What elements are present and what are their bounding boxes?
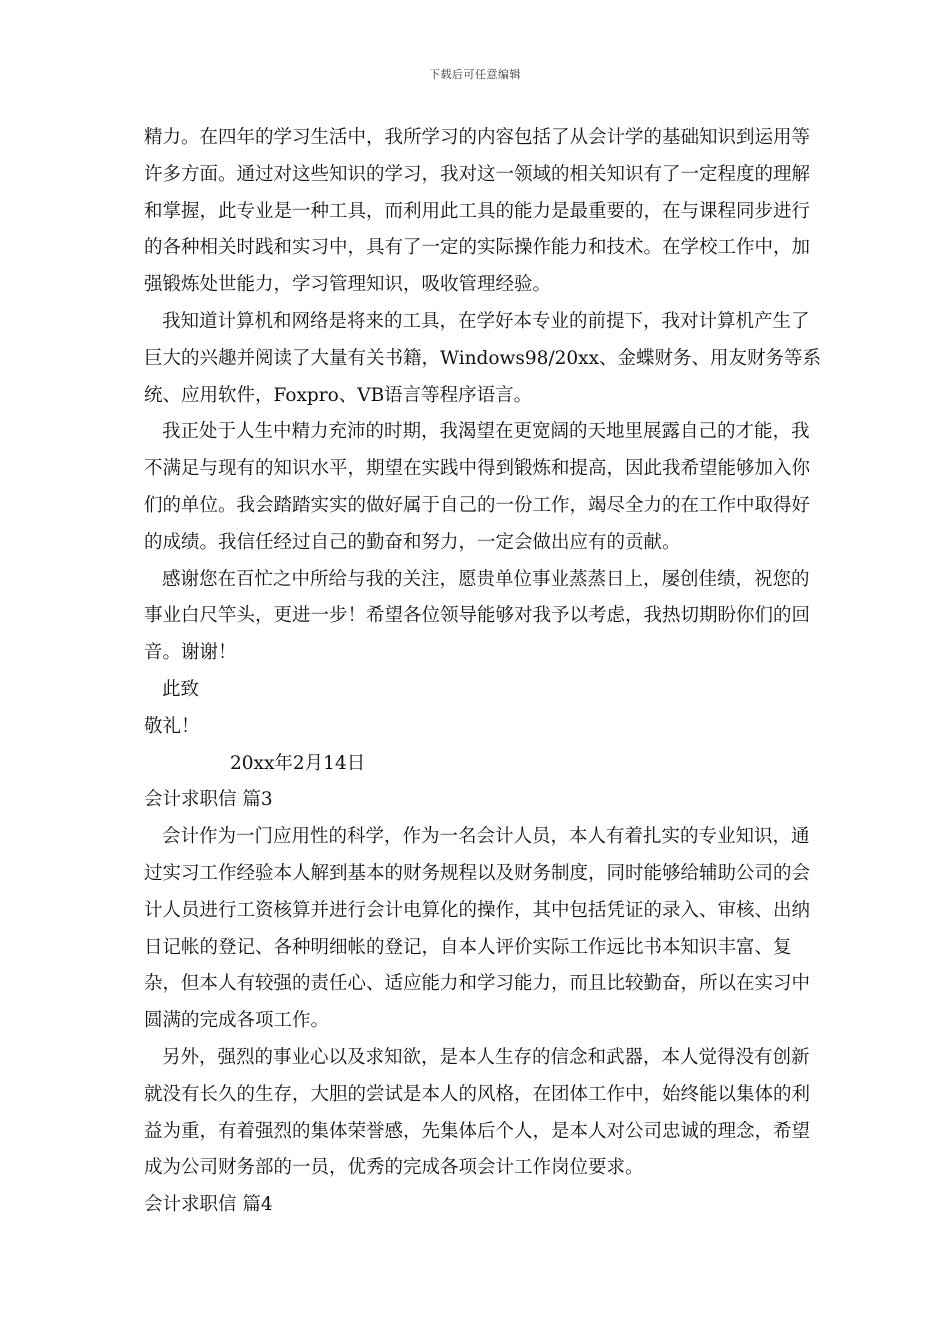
- paragraph-thanks: 感谢您在百忙之中所给与我的关注，愿贵单位事业蒸蒸日上，屡创佳绩，祝您的事业白尺竿头，更进一步！希望各位领导能够对我予以考虑，我热切期盼你们的回音。谢谢！: [144, 568, 811, 664]
- paragraph-aspiration: 我正处于人生中精力充沛的时期，我渴望在更宽阔的天地里展露自己的才能，我不满足与现有的知识水平，期望在实践中得到锻炼和提高，因此我希望能够加入你们的单位。我会踏踏实实的做好属于自己的一份工作，竭尽全力的在工作中取得好的成绩。我信任经过自己的勤奋和努力，一定会做出应有的贡献。: [144, 421, 811, 553]
- letter-date: 20xx年2月14日: [230, 752, 366, 774]
- closing-regards: 敬礼！: [144, 715, 200, 737]
- paragraph-ambition: 另外，强烈的事业心以及求知欲，是本人生存的信念和武器，本人觉得没有创新就没有长久的生存，大胆的尝试是本人的风格，在团体工作中，始终能以集体的利益为重，有着强烈的集体荣誉感，先集体后个人，是本人对公司忠诚的理念，希望成为公司财务部的一员，优秀的完成各项会计工作岗位要求。: [144, 1046, 811, 1179]
- paragraph-intro-continuation: 精力。在四年的学习生活中，我所学习的内容包括了从会计学的基础知识到运用等许多方面。通过对这些知识的学习，我对这一领域的相关知识有了一定程度的理解和掌握，此专业是一种工具，而利用此工具的能力是最重要的，在与课程同步进行的各种相关时践和实习中，具有了一定的实际操作能力和技术。在学校工作中，加强锻炼处世能力，学习管理知识，吸收管理经验。: [144, 127, 811, 296]
- section-heading-4: 会计求职信 篇4: [144, 1194, 273, 1216]
- section-heading-3: 会计求职信 篇3: [144, 789, 273, 811]
- page-header: 下载后可任意编辑: [429, 68, 521, 81]
- paragraph-accounting-experience: 会计作为一门应用性的科学，作为一名会计人员，本人有着扎实的专业知识，通过实习工作经验本人解到基本的财务规程以及财务制度，同时能够给辅助公司的会计人员进行工资核算并进行会计电算化的操作，其中包括凭证的录入、审核、出纳日记帐的登记、各种明细帐的登记，自本人评价实际工作远比书本知识丰富、复杂，但本人有较强的责任心、适应能力和学习能力，而且比较勤奋，所以在实习中圆满的完成各项工作。: [144, 826, 811, 1032]
- closing-salutation: 此致: [162, 678, 200, 700]
- paragraph-computer-skills: 我知道计算机和网络是将来的工具，在学好本专业的前提下，我对计算机产生了巨大的兴趣并阅读了大量有关书籍，Windows98/20xx、金蝶财务、用友财务等系统、应用软件，Foxpro、VB语言等程序语言。: [144, 310, 822, 406]
- document-body: [144, 120, 824, 1224]
